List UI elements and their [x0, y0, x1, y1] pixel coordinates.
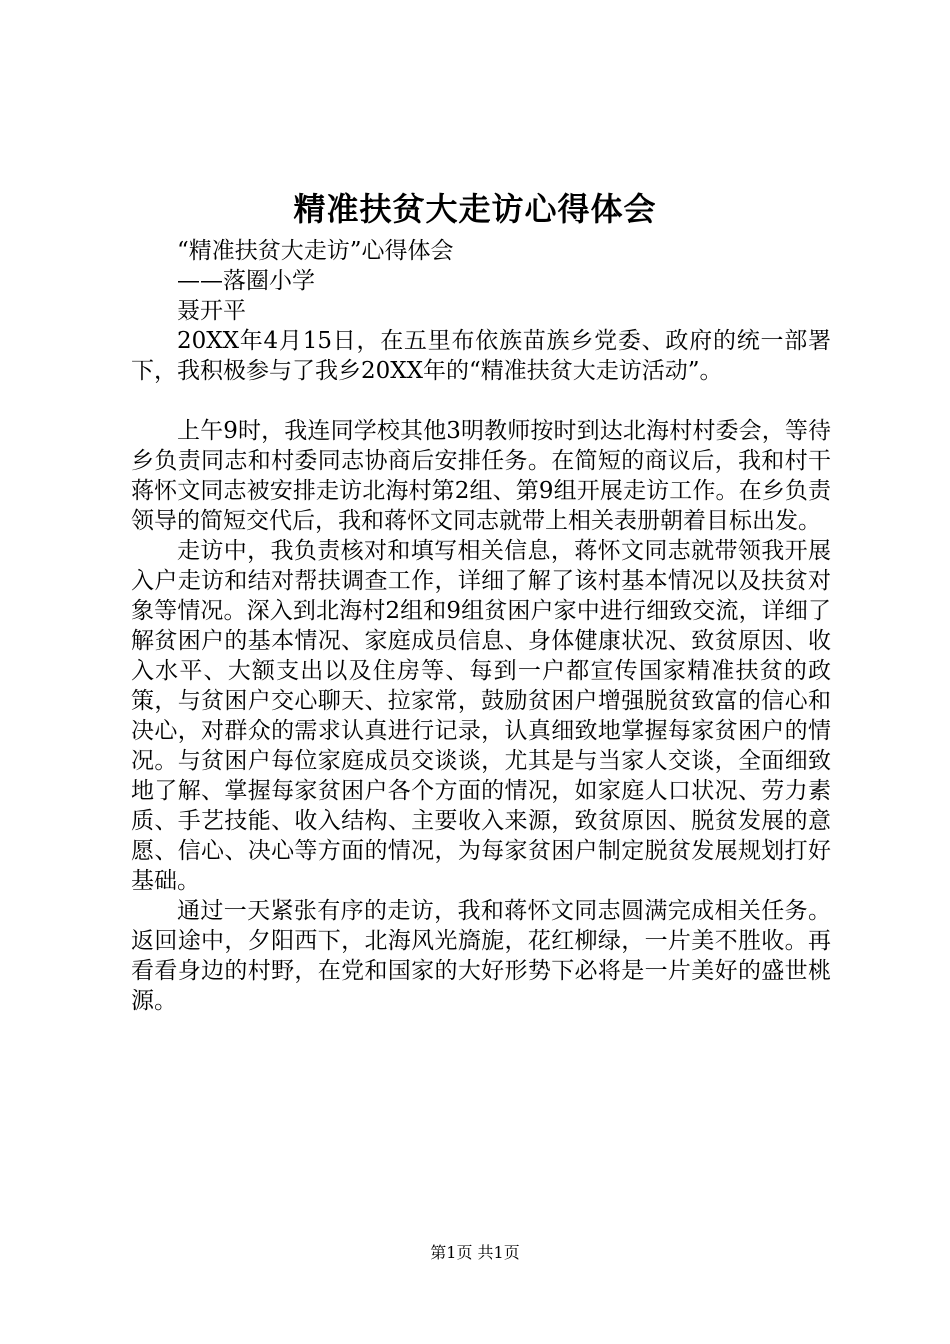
school-line: ——落圈小学: [177, 268, 315, 294]
document-body: [131, 236, 831, 1016]
paragraph-1: 20XX年4月15日，在五里布依族苗族乡党委、政府的统一部署下，我积极参与了我乡20XX年的“精准扶贫大走访活动”。: [131, 328, 831, 384]
document-title: 精准扶贫大走访心得体会: [293, 190, 657, 228]
paragraph-4: 通过一天紧张有序的走访，我和蒋怀文同志圆满完成相关任务。返回途中，夕阳西下，北海风光旖旎，花红柳绿，一片美不胜收。再看看身边的村野，在党和国家的大好形势下必将是一片美好的盛世桃源。: [131, 898, 831, 1014]
author-line: 聂开平: [177, 298, 246, 324]
paragraph-spacer: [131, 386, 831, 416]
paragraph-2: 上午9时，我连同学校其他3明教师按时到达北海村村委会，等待乡负责同志和村委同志协商后安排任务。在简短的商议后，我和村干蒋怀文同志被安排走访北海村第2组、第9组开展走访工作。在乡负责领导的简短交代后，我和蒋怀文同志就带上相关表册朝着目标出发。: [131, 418, 831, 534]
subtitle-line: “精准扶贫大走访”心得体会: [177, 238, 454, 264]
paragraph-3: 走访中，我负责核对和填写相关信息，蒋怀文同志就带领我开展入户走访和结对帮扶调查工作，详细了解了该村基本情况以及扶贫对象等情况。深入到北海村2组和9组贫困户家中进行细致交流，详细了解贫困户的基本情况、家庭成员信息、身体健康状况、致贫原因、收入水平、大额支出以及住房等、每到一户都宣传国家精准扶贫的政策，与贫困户交心聊天、拉家常，鼓励贫困户增强脱贫致富的信心和决心，对群众的需求认真进行记录，认真细致地掌握每家贫困户的情况。与贫困户每位家庭成员交谈谈，尤其是与当家人交谈，全面细致地了解、掌握每家贫困户各个方面的情况，如家庭人口状况、劳力素质、手艺技能、收入结构、主要收入来源，致贫原因、脱贫发展的意愿、信心、决心等方面的情况，为每家贫困户制定脱贫发展规划打好基础。: [131, 538, 831, 894]
page-footer: 第1页 共1页: [430, 1243, 520, 1262]
